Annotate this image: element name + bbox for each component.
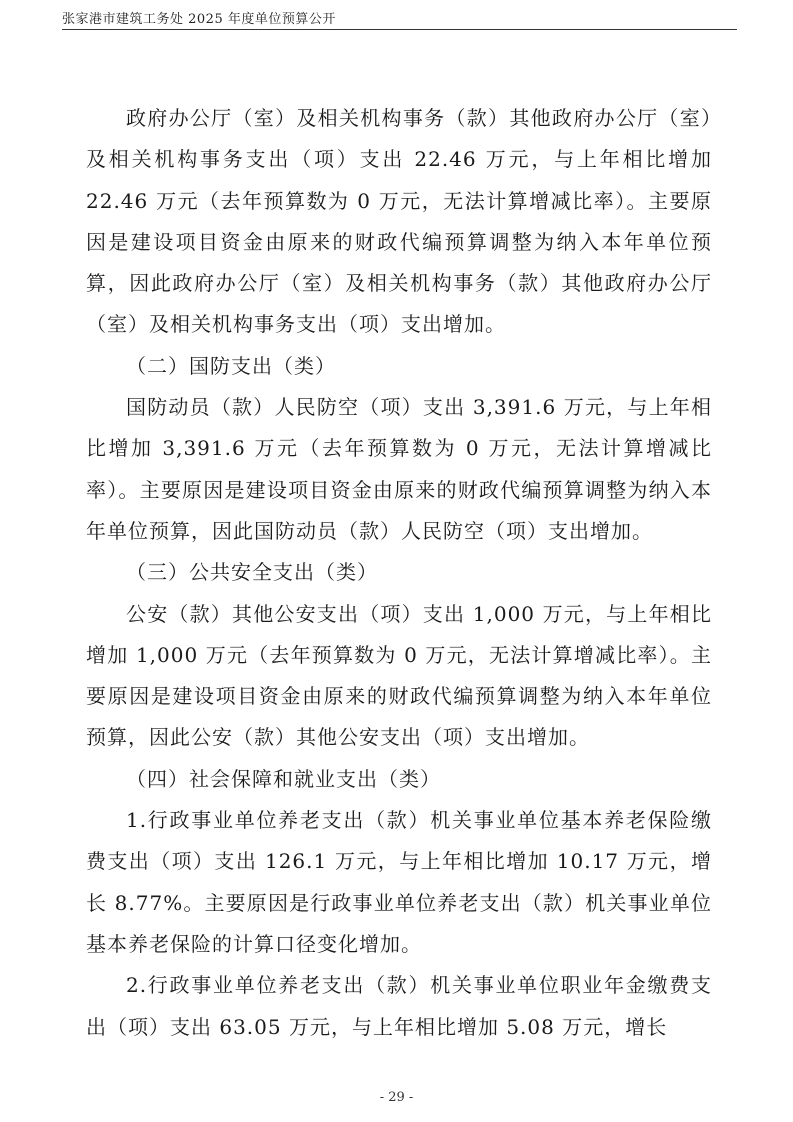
paragraph-office-affairs: 政府办公厅（室）及相关机构事务（款）其他政府办公厅（室）及相关机构事务支出（项）支出 22.46 万元，与上年相比增加 22.46 万元（去年预算数为 0 万元，无法计算增减比率）。主要原因是建设项目资金由原来的财政代编预算调整为纳入本年单位预算，因此政府办公厅（室）及相关机构事务（款）其他政府办公厅（室）及相关机构事务支出（项）支出增加。: [86, 106, 712, 337]
paragraph-occupational-annuity: 2.行政事业单位养老支出（款）机关事业单位职业年金缴费支出（项）支出 63.05 万元，与上年相比增加 5.08 万元，增长: [86, 973, 712, 1039]
page-number: - 29 -: [379, 1090, 414, 1105]
document-body: [86, 98, 712, 1048]
paragraph-public-security: 公安（款）其他公安支出（项）支出 1,000 万元，与上年相比增加 1,000 万元（去年预算数为 0 万元，无法计算增减比率）。主要原因是建设项目资金由原来的财政代编预算调整为纳入本年单位预算，因此公安（款）其他公安支出（项）支出增加。: [86, 601, 712, 750]
paragraph-civil-air-defense: 国防动员（款）人民防空（项）支出 3,391.6 万元，与上年相比增加 3,391.6 万元（去年预算数为 0 万元，无法计算增减比率）。主要原因是建设项目资金由原来的财政代编预算调整为纳入本年单位预算，因此国防动员（款）人民防空（项）支出增加。: [86, 395, 712, 543]
section-heading-social-security: （四）社会保障和就业支出（类）: [126, 766, 441, 791]
section-heading-national-defense: （二）国防支出（类）: [126, 353, 336, 378]
header-divider: [62, 29, 737, 30]
document-header: 张家港市建筑工务处 2025 年度单位预算公开: [62, 12, 336, 27]
section-heading-public-security: （三）公共安全支出（类）: [126, 560, 378, 585]
paragraph-basic-pension: 1.行政事业单位养老支出（款）机关事业单位基本养老保险缴费支出（项）支出 126.1 万元，与上年相比增加 10.17 万元，增长 8.77%。主要原因是行政事业单位养老支出（款）机关事业单位基本养老保险的计算口径变化增加。: [86, 808, 712, 956]
